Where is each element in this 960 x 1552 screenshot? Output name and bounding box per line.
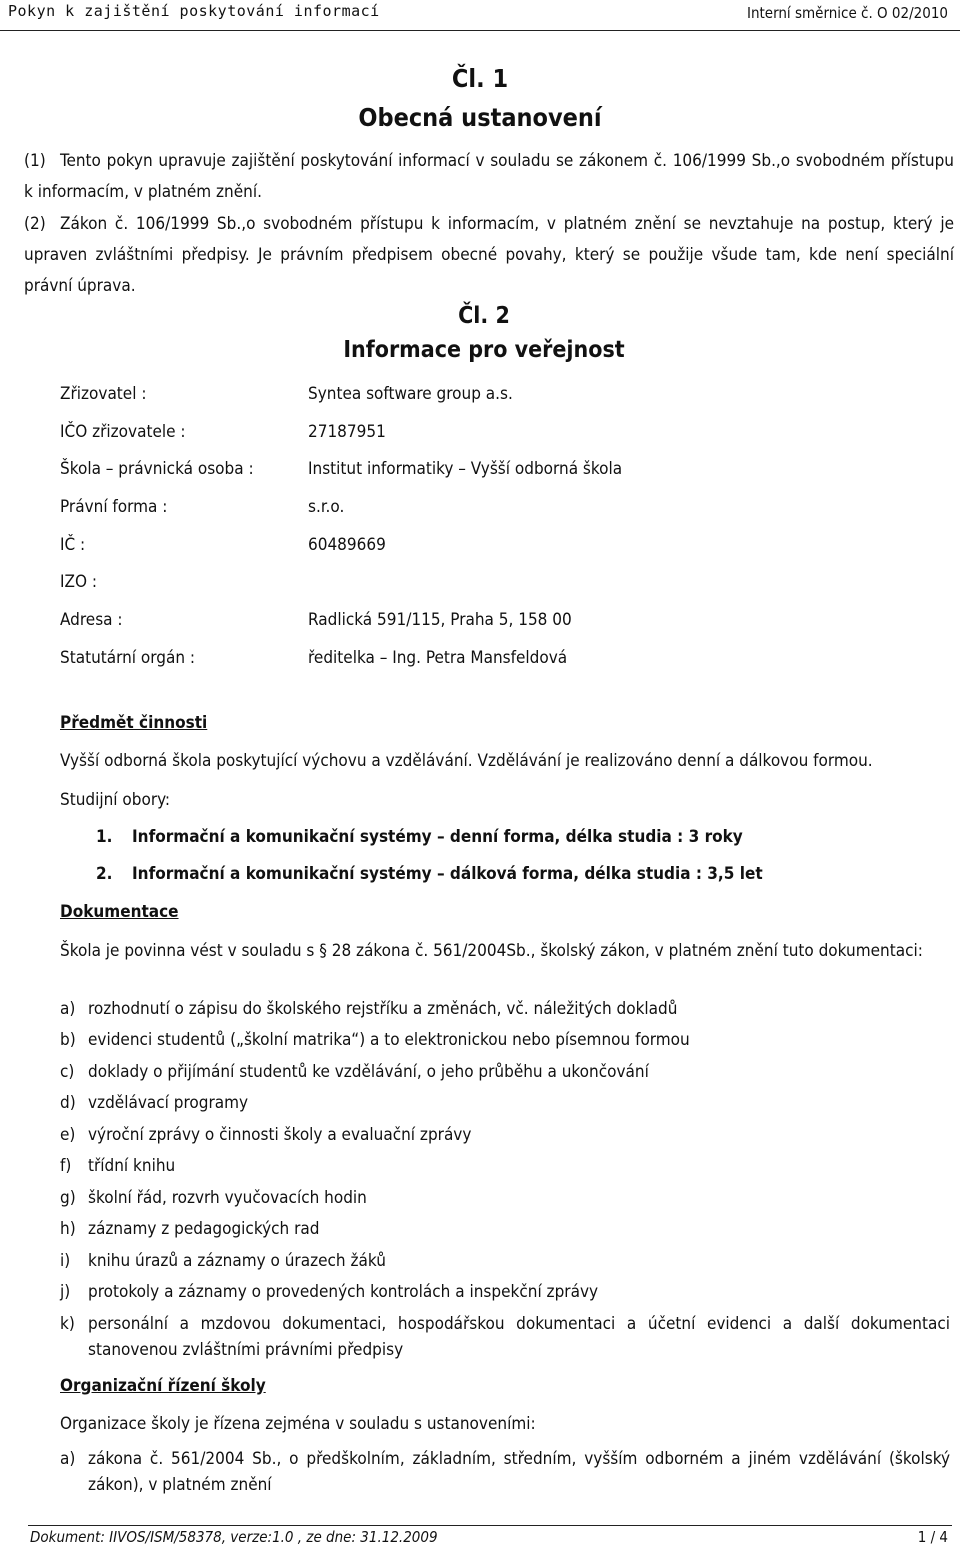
list-item [60, 996, 950, 1022]
obor-item [96, 827, 743, 847]
list-text: výroční zprávy o činnosti školy a evaluační zprávy [88, 1125, 472, 1145]
obor-number: 1. [96, 827, 113, 847]
field-label: Zřizovatel : [60, 384, 147, 404]
obor-text: Informační a komunikační systémy – dálková forma, délka studia : 3,5 let [132, 864, 763, 884]
footer-divider [28, 1525, 952, 1526]
paragraph-number: (1) [24, 151, 46, 171]
footer-document-info: Dokument: IIVOS/ISM/58378, verze:1.0 , ze dne: 31.12.2009 [30, 1528, 438, 1546]
paragraph-text: Zákon č. 106/1999 Sb.,o svobodném přístupu k informacím, v platném znění se nevztahuje na postup, který je upraven zvláštními předpisy. Je právním předpisem obecné povahy, který se použije všude tam, kde není speciální právní úprava. [24, 214, 954, 296]
list-letter: e) [60, 1125, 76, 1145]
field-label: IZO : [60, 572, 98, 592]
obory-label: Studijní obory: [60, 790, 171, 810]
list-item [60, 1059, 950, 1085]
list-text: personální a mzdovou dokumentaci, hospodářskou dokumentaci a účetní evidenci a další dokumentaci stanovenou zvláštními právními předpisy [88, 1314, 950, 1360]
list-item [60, 1279, 950, 1305]
list-text: knihu úrazů a záznamy o úrazech žáků [88, 1251, 386, 1271]
list-letter: f) [60, 1156, 72, 1176]
dokumentace-intro: Škola je povinna vést v souladu s § 28 zákona č. 561/2004Sb., školský zákon, v platném znění tuto dokumentaci: [60, 941, 923, 961]
list-letter: a) [60, 999, 76, 1019]
list-text: školní řád, rozvrh vyučovacích hodin [88, 1188, 367, 1208]
article-2-number: Čl. 2 [458, 303, 510, 329]
list-item [60, 1248, 950, 1274]
list-item [60, 1090, 950, 1116]
field-label: IČ : [60, 535, 86, 555]
list-item [60, 1027, 950, 1053]
list-text: záznamy z pedagogických rad [88, 1219, 320, 1239]
list-item [60, 1311, 950, 1363]
field-value: 60489669 [308, 535, 386, 555]
section-title-dokumentace: Dokumentace [60, 902, 179, 922]
list-letter: b) [60, 1030, 76, 1050]
list-item [60, 1122, 950, 1148]
predmet-text: Vyšší odborná škola poskytující výchovu a vzdělávání. Vzdělávání je realizováno denní a dálkovou formou. [60, 751, 873, 771]
section-title-organizace: Organizační řízení školy [60, 1376, 266, 1396]
list-text: zákona č. 561/2004 Sb., o předškolním, základním, středním, vyšším odborném a jiném vzdělávání (školský zákon), v platném znění [88, 1449, 950, 1495]
field-value: Syntea software group a.s. [308, 384, 513, 404]
article-1-number: Čl. 1 [451, 64, 509, 93]
list-item [60, 1153, 950, 1179]
field-label: Statutární orgán : [60, 648, 196, 668]
paragraph-number: (2) [24, 214, 46, 234]
obor-number: 2. [96, 864, 113, 884]
header-reference: Interní směrnice č. O 02/2010 [746, 4, 948, 22]
field-value: Institut informatiky – Vyšší odborná škola [308, 459, 623, 479]
field-label: Škola – právnická osoba : [60, 459, 254, 479]
list-text: rozhodnutí o zápisu do školského rejstříku a změnách, vč. náležitých dokladů [88, 999, 678, 1019]
list-item [60, 1446, 950, 1498]
header-divider [0, 30, 960, 31]
list-letter: g) [60, 1188, 76, 1208]
organizace-intro: Organizace školy je řízena zejména v souladu s ustanoveními: [60, 1414, 536, 1434]
section-title-predmet: Předmět činnosti [60, 713, 208, 733]
paragraph-1 [24, 146, 954, 208]
article-1-title: Obecná ustanovení [358, 103, 602, 132]
article-2-title: Informace pro veřejnost [343, 337, 625, 363]
list-letter: c) [60, 1062, 75, 1082]
header-title: Pokyn k zajištění poskytování informací [8, 2, 380, 20]
list-text: protokoly a záznamy o provedených kontrolách a inspekční zprávy [88, 1282, 599, 1302]
list-letter: a) [60, 1449, 76, 1469]
list-text: třídní knihu [88, 1156, 176, 1176]
list-letter: j) [60, 1282, 71, 1302]
field-value: s.r.o. [308, 497, 345, 517]
list-text: vzdělávací programy [88, 1093, 249, 1113]
page-number: 1 / 4 [917, 1528, 948, 1546]
list-text: evidenci studentů („školní matrika“) a to elektronickou nebo písemnou formou [88, 1030, 690, 1050]
list-letter: d) [60, 1093, 76, 1113]
paragraph-2 [24, 209, 954, 302]
field-value: ředitelka – Ing. Petra Mansfeldová [308, 648, 568, 668]
list-item [60, 1216, 950, 1242]
field-label: Adresa : [60, 610, 123, 630]
field-label: IČO zřizovatele : [60, 422, 186, 442]
list-letter: k) [60, 1314, 75, 1334]
field-value: 27187951 [308, 422, 386, 442]
list-letter: i) [60, 1251, 71, 1271]
field-value: Radlická 591/115, Praha 5, 158 00 [308, 610, 572, 630]
list-text: doklady o přijímání studentů ke vzdělávání, o jeho průběhu a ukončování [88, 1062, 649, 1082]
list-letter: h) [60, 1219, 76, 1239]
obor-text: Informační a komunikační systémy – denní forma, délka studia : 3 roky [132, 827, 743, 847]
page-header [0, 0, 960, 30]
field-label: Právní forma : [60, 497, 168, 517]
paragraph-text: Tento pokyn upravuje zajištění poskytování informací v souladu se zákonem č. 106/1999 Sb.,o svobodném přístupu k informacím, v platném znění. [24, 151, 954, 202]
list-item [60, 1185, 950, 1211]
obor-item [96, 864, 763, 884]
